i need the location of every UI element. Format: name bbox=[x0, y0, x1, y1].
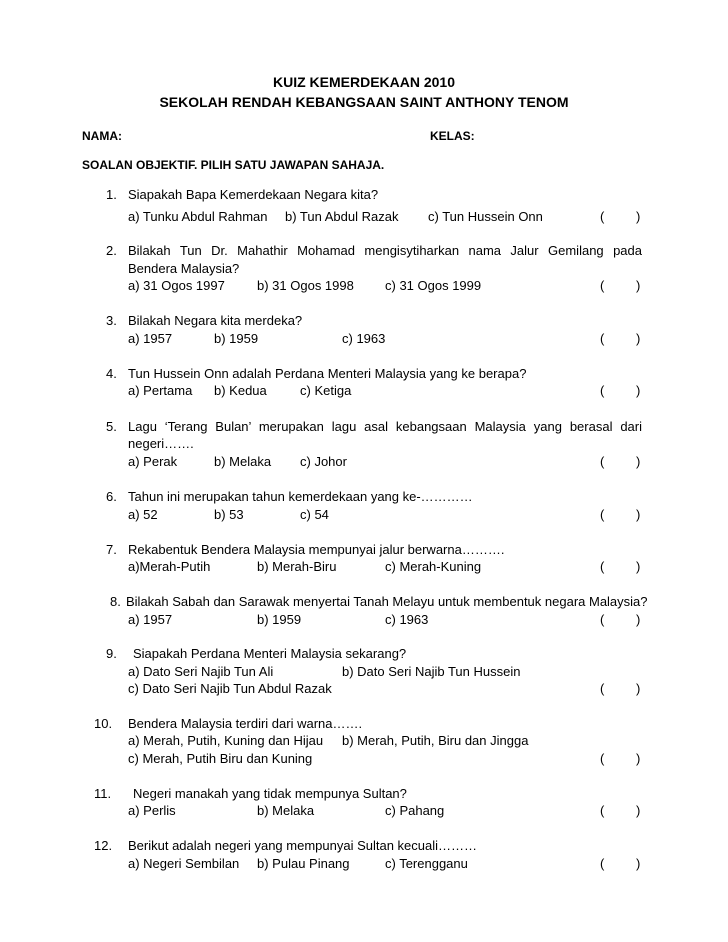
question-text: Rekabentuk Bendera Malaysia mempunyai jalur berwarna………. bbox=[128, 542, 505, 557]
question-number: 8. bbox=[110, 594, 121, 609]
answer-paren-close: ) bbox=[636, 559, 641, 574]
answer-paren-open: ( bbox=[600, 612, 605, 627]
option-c: c) Ketiga bbox=[300, 383, 352, 398]
answer-paren-close: ) bbox=[636, 331, 641, 346]
answer-paren-open: ( bbox=[600, 454, 605, 469]
answer-paren-close: ) bbox=[636, 507, 641, 522]
answer-paren-open: ( bbox=[600, 751, 605, 766]
option-c: c) Johor bbox=[300, 454, 347, 469]
question-text: Bilakah Tun Dr. Mahathir Mohamad mengisytiharkan nama Jalur Gemilang pada bbox=[128, 243, 642, 258]
question-number: 9. bbox=[106, 646, 117, 661]
question-text: Bendera Malaysia? bbox=[128, 261, 240, 276]
option-b: b) Melaka bbox=[214, 454, 272, 469]
question-number: 11. bbox=[94, 786, 112, 801]
question-number: 6. bbox=[106, 489, 117, 504]
option-b: b) Tun Abdul Razak bbox=[285, 209, 399, 224]
answer-paren-close: ) bbox=[636, 856, 641, 871]
option-b: b) Dato Seri Najib Tun Hussein bbox=[342, 664, 521, 679]
option-a: a) Tunku Abdul Rahman bbox=[128, 209, 268, 224]
option-a: a) 31 Ogos 1997 bbox=[128, 278, 225, 293]
quiz-title: KUIZ KEMERDEKAAN 2010 bbox=[272, 74, 456, 90]
answer-paren-open: ( bbox=[600, 856, 605, 871]
answer-paren-close: ) bbox=[636, 454, 641, 469]
option-a: a) 1957 bbox=[128, 612, 173, 627]
option-c: c) 1963 bbox=[342, 331, 386, 346]
question-number: 5. bbox=[106, 419, 117, 434]
question-text: Tun Hussein Onn adalah Perdana Menteri Malaysia yang ke berapa? bbox=[128, 366, 527, 381]
answer-paren-close: ) bbox=[636, 383, 641, 398]
option-c: c) Terengganu bbox=[385, 856, 468, 871]
question-number: 4. bbox=[106, 366, 117, 381]
answer-paren-close: ) bbox=[636, 751, 641, 766]
option-c: c) 1963 bbox=[385, 612, 429, 627]
question-number: 3. bbox=[106, 313, 117, 328]
question-text: Lagu ‘Terang Bulan’ merupakan lagu asal kebangsaan Malaysia yang berasal dari bbox=[128, 419, 642, 434]
option-b: b) Kedua bbox=[214, 383, 267, 398]
question-text: Tahun ini merupakan tahun kemerdekaan yang ke-………… bbox=[128, 489, 473, 504]
answer-paren-open: ( bbox=[600, 278, 605, 293]
question-number: 10. bbox=[94, 716, 113, 731]
option-a: a) Perak bbox=[128, 454, 178, 469]
answer-paren-close: ) bbox=[636, 681, 641, 696]
option-b: b) Melaka bbox=[257, 803, 315, 818]
answer-paren-open: ( bbox=[600, 331, 605, 346]
answer-paren-open: ( bbox=[600, 559, 605, 574]
answer-paren-open: ( bbox=[600, 383, 605, 398]
question-text: Bilakah Sabah dan Sarawak menyertai Tanah Melayu untuk membentuk negara Malaysia? bbox=[126, 594, 648, 609]
option-c: c) Tun Hussein Onn bbox=[428, 209, 543, 224]
answer-paren-close: ) bbox=[636, 612, 641, 627]
answer-paren-open: ( bbox=[600, 209, 605, 224]
answer-paren-close: ) bbox=[636, 209, 641, 224]
option-c: c) 31 Ogos 1999 bbox=[385, 278, 482, 293]
option-a: a) Pertama bbox=[128, 383, 193, 398]
answer-paren-open: ( bbox=[600, 681, 605, 696]
question-text: Berikut adalah negeri yang mempunyai Sultan kecuali……… bbox=[128, 838, 478, 853]
option-a: a) Merah, Putih, Kuning dan Hijau bbox=[128, 733, 324, 748]
answer-paren-open: ( bbox=[600, 803, 605, 818]
option-a: a) Dato Seri Najib Tun Ali bbox=[128, 664, 274, 679]
option-b: b) Merah, Putih, Biru dan Jingga bbox=[342, 733, 529, 748]
question-number: 2. bbox=[106, 243, 117, 258]
class-label: KELAS: bbox=[430, 129, 475, 143]
question-text: Siapakah Perdana Menteri Malaysia sekarang? bbox=[133, 646, 407, 661]
question-number: 1. bbox=[106, 187, 117, 202]
option-a: a) Negeri Sembilan bbox=[128, 856, 240, 871]
option-b: b) 1959 bbox=[257, 612, 302, 627]
option-b: b) 31 Ogos 1998 bbox=[257, 278, 354, 293]
question-number: 7. bbox=[106, 542, 117, 557]
option-a: a) 52 bbox=[128, 507, 158, 522]
option-b: b) 53 bbox=[214, 507, 244, 522]
name-label: NAMA: bbox=[82, 129, 122, 143]
option-c: c) 54 bbox=[300, 507, 329, 522]
option-c: c) Merah, Putih Biru dan Kuning bbox=[128, 751, 313, 766]
option-b: b) 1959 bbox=[214, 331, 259, 346]
answer-paren-close: ) bbox=[636, 803, 641, 818]
answer-paren-close: ) bbox=[636, 278, 641, 293]
school-name: SEKOLAH RENDAH KEBANGSAAN SAINT ANTHONY TENOM bbox=[159, 94, 569, 110]
option-b: b) Pulau Pinang bbox=[257, 856, 350, 871]
question-text: negeri……. bbox=[128, 436, 194, 451]
option-a: a)Merah-Putih bbox=[128, 559, 211, 574]
question-text: Bendera Malaysia terdiri dari warna……. bbox=[128, 716, 363, 731]
question-number: 12. bbox=[94, 838, 113, 853]
option-a: a) 1957 bbox=[128, 331, 173, 346]
instruction-text: SOALAN OBJEKTIF. PILIH SATU JAWAPAN SAHAJA. bbox=[82, 158, 385, 172]
option-c: c) Pahang bbox=[385, 803, 445, 818]
option-b: b) Merah-Biru bbox=[257, 559, 337, 574]
answer-paren-open: ( bbox=[600, 507, 605, 522]
question-text: Siapakah Bapa Kemerdekaan Negara kita? bbox=[128, 187, 379, 202]
option-a: a) Perlis bbox=[128, 803, 176, 818]
question-text: Negeri manakah yang tidak mempunya Sultan? bbox=[133, 786, 407, 801]
option-c: c) Merah-Kuning bbox=[385, 559, 482, 574]
question-text: Bilakah Negara kita merdeka? bbox=[128, 313, 303, 328]
option-c: c) Dato Seri Najib Tun Abdul Razak bbox=[128, 681, 332, 696]
